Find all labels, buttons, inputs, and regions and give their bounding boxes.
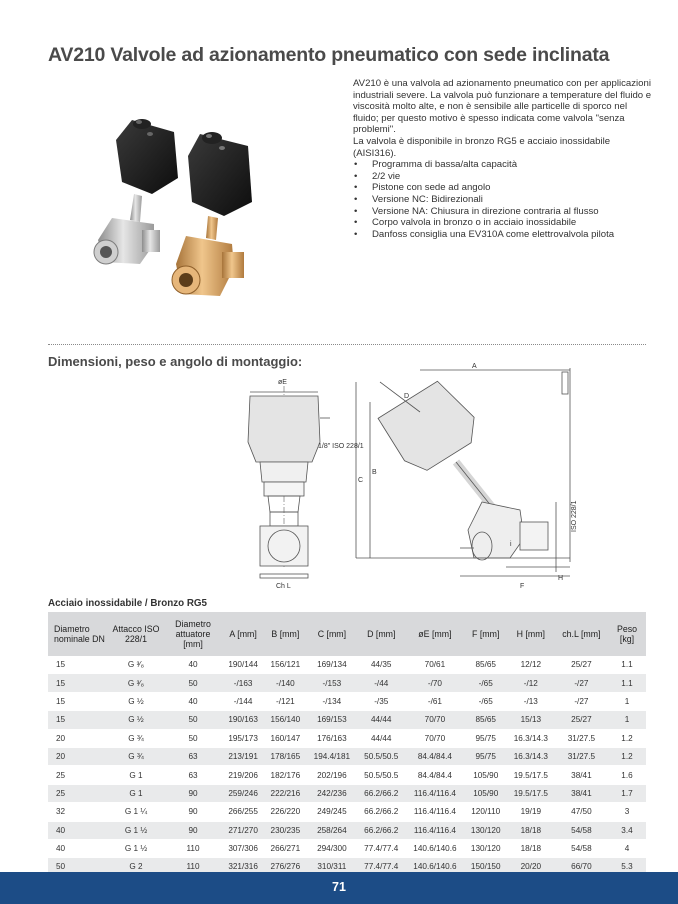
feature-item: • Danfoss consiglia una EV310A come elettrovalvola pilota — [353, 229, 653, 241]
table-cell: -/35 — [357, 692, 405, 710]
table-cell: 66.2/66.2 — [357, 821, 405, 839]
feature-item: • Versione NA: Chiusura in direzione contraria al flusso — [353, 206, 653, 218]
table-cell: -/65 — [465, 692, 507, 710]
table-cell: 1.7 — [608, 784, 646, 802]
table-cell: 15/13 — [507, 711, 555, 729]
table-cell: -/13 — [507, 692, 555, 710]
col-B: B [mm] — [264, 612, 306, 656]
table-cell: 310/311 — [306, 858, 357, 876]
table-cell: 63 — [164, 747, 222, 765]
label-iso-left: 1/8" ISO 228/1 — [318, 443, 364, 450]
col-F: F [mm] — [465, 612, 507, 656]
feature-item: • Corpo valvola in bronzo o in acciaio inossidabile — [353, 217, 653, 229]
label-H: H — [558, 575, 564, 582]
feature-item: • Programma di bassa/alta capacità — [353, 159, 653, 171]
table-cell: 50.5/50.5 — [357, 766, 405, 784]
table-cell: 44/35 — [357, 656, 405, 674]
table-cell: -/44 — [357, 674, 405, 692]
table-cell: 19/19 — [507, 803, 555, 821]
table-cell: 70/70 — [405, 729, 464, 747]
col-A: A [mm] — [222, 612, 264, 656]
table-cell: 63 — [164, 766, 222, 784]
table-cell: 54/58 — [555, 839, 608, 857]
label-A: A — [472, 363, 477, 370]
table-row — [48, 766, 646, 784]
table-cell: 50 — [164, 674, 222, 692]
table-cell: 1 — [608, 711, 646, 729]
table-cell: G ³⁄₈ — [108, 656, 164, 674]
table-cell: 44/44 — [357, 729, 405, 747]
table-cell: 40 — [48, 821, 108, 839]
table-cell: 116.4/116.4 — [405, 821, 464, 839]
table-cell: 110 — [164, 839, 222, 857]
col-attacco: Attacco ISO 228/1 — [108, 612, 164, 656]
table-cell: 169/134 — [306, 656, 357, 674]
side-view — [356, 368, 570, 576]
table-cell: 258/264 — [306, 821, 357, 839]
table-body — [48, 656, 646, 876]
table-cell: 4 — [608, 839, 646, 857]
table-cell: 25/27 — [555, 656, 608, 674]
table-cell: 31/27.5 — [555, 747, 608, 765]
table-cell: 50 — [164, 711, 222, 729]
table-cell: 213/191 — [222, 747, 264, 765]
feature-item: • Pistone con sede ad angolo — [353, 182, 653, 194]
table-cell: G ³⁄₈ — [108, 674, 164, 692]
table-cell: 18/18 — [507, 821, 555, 839]
table-cell: 16.3/14.3 — [507, 729, 555, 747]
table-cell: 5.3 — [608, 858, 646, 876]
table-cell: 156/121 — [264, 656, 306, 674]
table-cell: 194.4/181 — [306, 747, 357, 765]
page-number: 71 — [332, 880, 346, 894]
table-cell: 12/12 — [507, 656, 555, 674]
table-cell: -/163 — [222, 674, 264, 692]
table-row — [48, 674, 646, 692]
table-cell: 190/163 — [222, 711, 264, 729]
table-row — [48, 803, 646, 821]
label-chL: Ch L — [276, 583, 291, 590]
section-divider — [48, 344, 646, 345]
table-cell: -/153 — [306, 674, 357, 692]
table-row — [48, 839, 646, 857]
table-cell: 70/70 — [405, 711, 464, 729]
table-cell: 178/165 — [264, 747, 306, 765]
table-cell: 85/65 — [465, 711, 507, 729]
feature-list — [353, 159, 653, 240]
table-cell: G 1 — [108, 784, 164, 802]
table-cell: 202/196 — [306, 766, 357, 784]
table-cell: 32 — [48, 803, 108, 821]
table-cell: 19.5/17.5 — [507, 766, 555, 784]
table-cell: 70/61 — [405, 656, 464, 674]
table-cell: 47/50 — [555, 803, 608, 821]
table-cell: 307/306 — [222, 839, 264, 857]
table-cell: 25 — [48, 784, 108, 802]
col-peso: Peso [kg] — [608, 612, 646, 656]
table-cell: 50.5/50.5 — [357, 747, 405, 765]
table-cell: 16.3/14.3 — [507, 747, 555, 765]
table-cell: 66/70 — [555, 858, 608, 876]
table-cell: -/12 — [507, 674, 555, 692]
table-cell: 195/173 — [222, 729, 264, 747]
col-C: C [mm] — [306, 612, 357, 656]
table-cell: 1.6 — [608, 766, 646, 784]
table-cell: 84.4/84.4 — [405, 766, 464, 784]
stainless-valve-icon — [94, 119, 178, 264]
table-cell: 249/245 — [306, 803, 357, 821]
table-cell: 150/150 — [465, 858, 507, 876]
valve-product-photo — [82, 112, 290, 310]
table-cell: 20/20 — [507, 858, 555, 876]
table-row — [48, 784, 646, 802]
col-H: H [mm] — [507, 612, 555, 656]
table-cell: 20 — [48, 729, 108, 747]
table-cell: 25/27 — [555, 711, 608, 729]
description — [353, 78, 653, 240]
table-cell: 66.2/66.2 — [357, 803, 405, 821]
table-row — [48, 821, 646, 839]
table-cell: 182/176 — [264, 766, 306, 784]
table-cell: -/61 — [405, 692, 464, 710]
table-cell: 169/153 — [306, 711, 357, 729]
table-row — [48, 692, 646, 710]
table-cell: -/140 — [264, 674, 306, 692]
table-cell: 95/75 — [465, 729, 507, 747]
table-cell: G 1 ½ — [108, 839, 164, 857]
table-cell: 90 — [164, 821, 222, 839]
table-cell: 77.4/77.4 — [357, 839, 405, 857]
table-cell: 130/120 — [465, 839, 507, 857]
table-cell: 1.1 — [608, 656, 646, 674]
table-cell: 276/276 — [264, 858, 306, 876]
table-cell: -/27 — [555, 674, 608, 692]
col-E: øE [mm] — [405, 612, 464, 656]
table-cell: G 2 — [108, 858, 164, 876]
table-cell: 50 — [164, 729, 222, 747]
table-cell: 116.4/116.4 — [405, 803, 464, 821]
table-cell: G ¾ — [108, 729, 164, 747]
table-cell: -/27 — [555, 692, 608, 710]
table-cell: 230/235 — [264, 821, 306, 839]
table-cell: 160/147 — [264, 729, 306, 747]
table-cell: 271/270 — [222, 821, 264, 839]
table-cell: 140.6/140.6 — [405, 839, 464, 857]
table-cell: 15 — [48, 656, 108, 674]
footer-bar — [0, 872, 678, 904]
label-i: i — [510, 541, 512, 548]
table-cell: 40 — [164, 692, 222, 710]
table-cell: 105/90 — [465, 784, 507, 802]
label-oE: øE — [278, 379, 287, 386]
table-cell: 105/90 — [465, 766, 507, 784]
label-C: C — [358, 477, 364, 484]
table-cell: 110 — [164, 858, 222, 876]
spec-table — [48, 612, 646, 877]
table-cell: 84.4/84.4 — [405, 747, 464, 765]
technical-dimension-drawing — [220, 362, 620, 598]
table-cell: G 1 ½ — [108, 821, 164, 839]
desc-paragraph-1: AV210 è una valvola ad azionamento pneumatico con per applicazioni industriali severe. La valvola può funzionare a temperature del fluido e viscosità molto alte, e non è sensibile alle particelle di sporco nel fluido; per questo motivo è spesso indicata come valvola "senza problemi". — [353, 78, 652, 136]
table-cell: 130/120 — [465, 821, 507, 839]
label-B: B — [372, 469, 377, 476]
table-cell: 90 — [164, 784, 222, 802]
table-cell: 1.2 — [608, 747, 646, 765]
table-cell: 40 — [48, 839, 108, 857]
table-cell: 15 — [48, 674, 108, 692]
table-row — [48, 747, 646, 765]
table-cell: 222/216 — [264, 784, 306, 802]
table-cell: 15 — [48, 692, 108, 710]
table-cell: G ½ — [108, 711, 164, 729]
table-cell: 19.5/17.5 — [507, 784, 555, 802]
table-cell: 20 — [48, 747, 108, 765]
table-cell: 95/75 — [465, 747, 507, 765]
label-iso-right: ISO 228/1 — [571, 500, 578, 532]
table-cell: 54/58 — [555, 821, 608, 839]
table-cell: 1.1 — [608, 674, 646, 692]
table-cell: 219/206 — [222, 766, 264, 784]
table-cell: 25 — [48, 766, 108, 784]
table-cell: 44/44 — [357, 711, 405, 729]
table-cell: -/144 — [222, 692, 264, 710]
table-row — [48, 656, 646, 674]
table-cell: 140.6/140.6 — [405, 858, 464, 876]
table-cell: 3.4 — [608, 821, 646, 839]
table-row — [48, 711, 646, 729]
desc-paragraph-2: La valvola è disponibile in bronzo RG5 e acciaio inossidabile (AISI316). — [353, 135, 611, 159]
table-cell: 40 — [164, 656, 222, 674]
table-cell: 38/41 — [555, 766, 608, 784]
col-D: D [mm] — [357, 612, 405, 656]
section-title: Dimensioni, peso e angolo di montaggio: — [48, 354, 303, 369]
col-chL: ch.L [mm] — [555, 612, 608, 656]
table-cell: 15 — [48, 711, 108, 729]
label-F: F — [520, 583, 525, 590]
table-cell: 120/110 — [465, 803, 507, 821]
col-attuatore: Diametro attuatore [mm] — [164, 612, 222, 656]
table-cell: 85/65 — [465, 656, 507, 674]
table-cell: -/134 — [306, 692, 357, 710]
table-cell: 1.2 — [608, 729, 646, 747]
table-cell: 1 — [608, 692, 646, 710]
table-cell: 226/220 — [264, 803, 306, 821]
table-cell: 50 — [48, 858, 108, 876]
table-cell: 321/316 — [222, 858, 264, 876]
table-cell: 176/163 — [306, 729, 357, 747]
table-cell: 18/18 — [507, 839, 555, 857]
table-cell: 77.4/77.4 — [357, 858, 405, 876]
table-cell: 294/300 — [306, 839, 357, 857]
table-header-row — [48, 612, 646, 656]
feature-item: • Versione NC: Bidirezionali — [353, 194, 653, 206]
table-cell: 190/144 — [222, 656, 264, 674]
table-cell: G 1 — [108, 766, 164, 784]
table-title: Acciaio inossidabile / Bronzo RG5 — [48, 598, 207, 609]
table-cell: 156/140 — [264, 711, 306, 729]
table-cell: 266/271 — [264, 839, 306, 857]
table-cell: 38/41 — [555, 784, 608, 802]
table-cell: G ¾ — [108, 747, 164, 765]
label-D: D — [404, 393, 410, 400]
table-cell: 116.4/116.4 — [405, 784, 464, 802]
table-cell: 90 — [164, 803, 222, 821]
table-cell: -/121 — [264, 692, 306, 710]
table-cell: 3 — [608, 803, 646, 821]
bronze-valve-icon — [172, 132, 252, 296]
col-dn: Diametro nominale DN — [48, 612, 108, 656]
table-cell: 266/255 — [222, 803, 264, 821]
table-cell: -/70 — [405, 674, 464, 692]
table-row — [48, 729, 646, 747]
feature-item: • 2/2 vie — [353, 171, 653, 183]
front-view — [248, 386, 330, 578]
table-cell: G ½ — [108, 692, 164, 710]
table-cell: 242/236 — [306, 784, 357, 802]
page-title: AV210 Valvole ad azionamento pneumatico con sede inclinata — [48, 44, 610, 66]
table-cell: 66.2/66.2 — [357, 784, 405, 802]
table-cell: -/65 — [465, 674, 507, 692]
table-cell: G 1 ¼ — [108, 803, 164, 821]
table-cell: 31/27.5 — [555, 729, 608, 747]
table-cell: 259/246 — [222, 784, 264, 802]
